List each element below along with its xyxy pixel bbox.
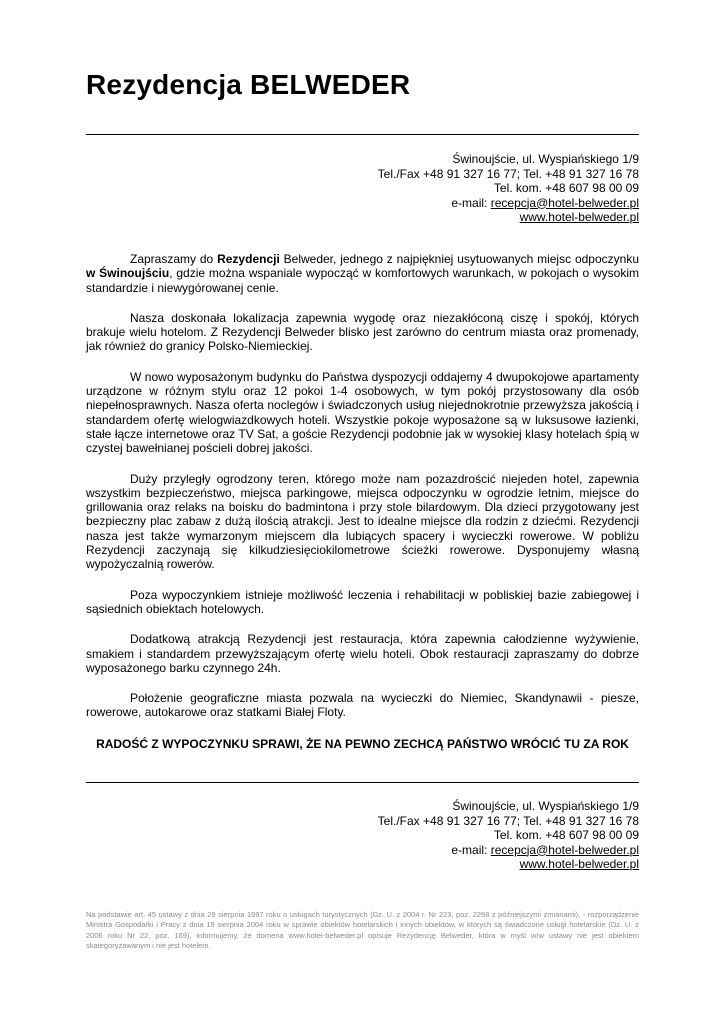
intro-text-e: , gdzie można wspaniale wypocząć w komfortowych warunkach, w pokojach o wysokim standardzie i niewygórowanej cenie. <box>86 266 639 295</box>
bottom-divider <box>86 782 639 783</box>
paragraph-treatment: Poza wypoczynkiem istnieje możliwość leczenia i rehabilitacji w pobliskiej bazie zabiegowej i sąsiednich obiektach hotelowych. <box>86 587 639 616</box>
paragraph-trips: Położenie geograficzne miasta pozwala na wycieczki do Niemiec, Skandynawii - piesze, rowerowe, autokarowe oraz statkami Białej Floty. <box>86 691 639 720</box>
contact-email-link[interactable]: recepcja@hotel-belweder.pl <box>490 842 639 857</box>
contact-address: Świnoujście, ul. Wyspiańskiego 1/9 <box>452 799 639 813</box>
contact-mobile: Tel. kom. +48 607 98 00 09 <box>493 828 639 842</box>
contact-address: Świnoujście, ul. Wyspiańskiego 1/9 <box>452 152 639 166</box>
body-text <box>86 252 639 736</box>
intro-text-c: Belweder, jednego z najpiękniej usytuowanych miejsc odpoczynku <box>279 252 639 266</box>
paragraph-intro <box>86 252 639 295</box>
page-title: Rezydencja BELWEDER <box>86 69 411 100</box>
intro-bold-rezydencji: Rezydencji <box>217 252 280 266</box>
contact-block-bottom <box>378 799 639 872</box>
contact-email-line <box>378 843 639 858</box>
contact-email-label: e-mail: <box>451 195 491 210</box>
paragraph-grounds: Duży przyległy ogrodzony teren, którego może nam pozazdrościć niejeden hotel, zapewnia wszystkim bezpieczeństwo, miejsca parkingowe, miejsca odpoczynku w ogrodzie letnim, miejsce do grillowania oraz relaks na boisku do badmintona i przy stole bilardowym. Dla dzieci przygotowany jest bezpieczny plac zabaw z dużą ilością atrakcji. Jest to idealne miejsce dla rodzin z dziećmi. Rezydencji nasza jest także wymarzonym miejscem dla lubiących spacery i wycieczki rowerowe. W pobliżu Rezydencji zaczynają się kilkudziesięciokilometrowe ścieżki rowerowe. Dysponujemy własną wypożyczalnią rowerów. <box>86 471 639 572</box>
contact-phone-fax: Tel./Fax +48 91 327 16 77; Tel. +48 91 327 16 78 <box>377 813 639 828</box>
paragraph-restaurant: Dodatkową atrakcją Rezydencji jest restauracja, która zapewnia całodzienne wyżywienie, smakiem i standardem przewyższającym ofertę wielu hoteli. Obok restauracji zapraszamy do dobrze wyposażonego barku czynnego 24h. <box>86 632 639 675</box>
contact-email-label: e-mail: <box>451 842 491 857</box>
intro-text-a: Zapraszamy do <box>130 252 218 266</box>
contact-phone-fax: Tel./Fax +48 91 327 16 77; Tel. +48 91 327 16 78 <box>377 166 639 181</box>
top-divider <box>86 134 639 135</box>
paragraph-rooms: W nowo wyposażonym budynku do Państwa dyspozycji oddajemy 4 dwupokojowe apartamenty urządzone w różnym stylu oraz 12 pokoi 1-4 osobowych, w tym pokój przystosowany dla osób niepełnosprawnych. Nasza oferta noclegów i świadczonych usług niejednokrotnie przewyższa jakością i standardem ofertę wielogwiazdkowych hoteli. Wszystkie pokoje wyposażone są w luksusowe łazienki, stałe łącze internetowe oraz TV Sat, a goście Rezydencji podobnie jak w wysokiej klasy hotelach śpią w czystej bawełnianej pościeli dobrej jakości. <box>86 369 639 456</box>
contact-website-link[interactable]: www.hotel-belweder.pl <box>519 210 639 224</box>
contact-email-line <box>378 196 639 211</box>
legal-footnote: Na podstawie art. 45 ustawy z dnia 29 sierpnia 1997 roku o usługach turystycznych (Dz. U. z 2004 r. Nr 223, poz. 2268 z późniejszymi zmianami), - rozporządzenie Ministra Gospodarki i Pracy z dnia 19 sierpnia 2004 roku w sprawie obiektów hotelarskich i innych obiektów, w których są świadczone usługi hotelarskie (Dz. U. z 2006 roku Nr 22, poz. 169), informujemy, że domena www.hotel-belweder.pl opisuje Rezydencję Belweder, która w myśl w/w ustawy nie jest obiektem skategoryzowanym i nie jest hotelem. <box>86 910 639 951</box>
intro-bold-swinoujsciu: w Świnoujściu <box>86 266 170 281</box>
contact-website-link[interactable]: www.hotel-belweder.pl <box>519 857 639 871</box>
slogan: RADOŚĆ Z WYPOCZYNKU SPRAWI, ŻE NA PEWNO ZECHCĄ PAŃSTWO WRÓCIĆ TU ZA ROK <box>96 737 629 751</box>
contact-mobile: Tel. kom. +48 607 98 00 09 <box>493 181 639 195</box>
paragraph-location: Nasza doskonała lokalizacja zapewnia wygodę oraz niezakłóconą ciszę i spokój, których brakuje wielu hotelom. Z Rezydencji Belweder blisko jest zarówno do centrum miasta oraz promenady, jak również do granicy Polsko-Niemieckiej. <box>86 310 639 354</box>
contact-block-top <box>378 152 639 225</box>
contact-email-link[interactable]: recepcja@hotel-belweder.pl <box>490 195 639 210</box>
